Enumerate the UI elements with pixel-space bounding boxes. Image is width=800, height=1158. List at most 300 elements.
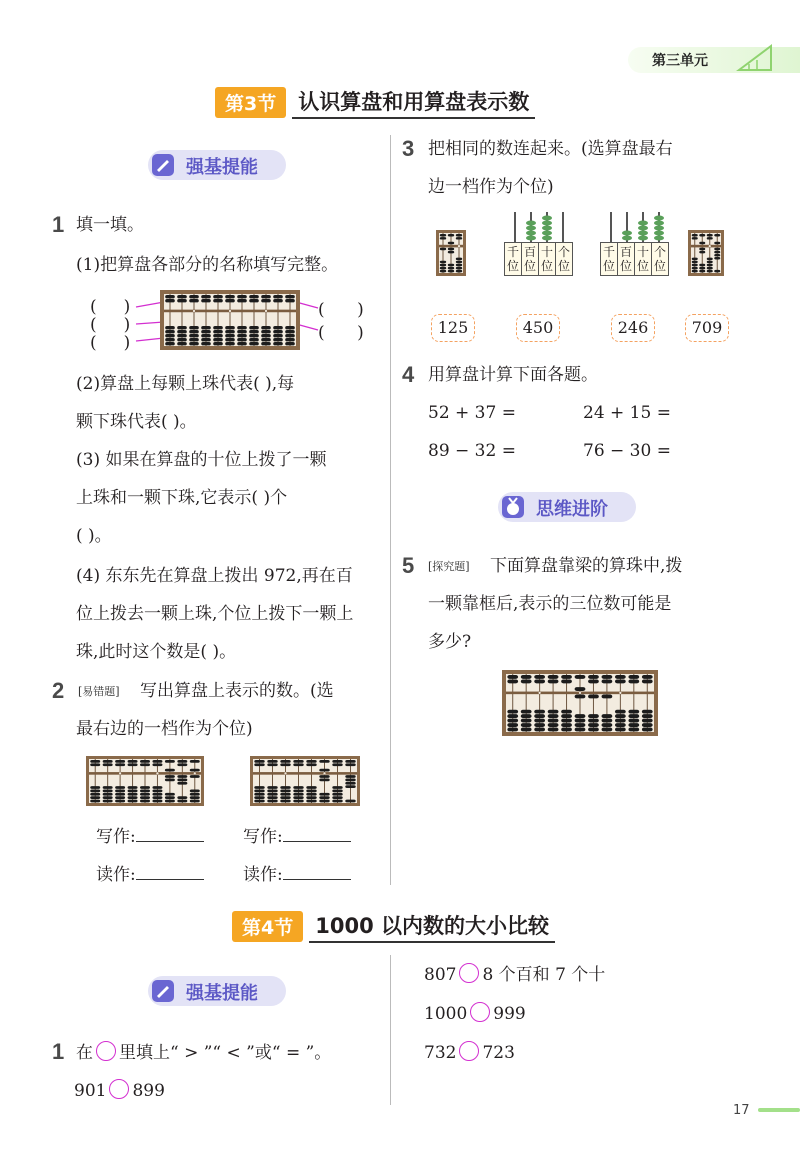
abacus-bead [448,242,454,244]
abacus-bead [628,675,639,679]
abacus-bead [440,261,446,263]
abacus-bead [306,786,316,789]
abacus-bead [90,763,100,766]
pill-basic [148,976,286,1006]
abacus-bead [345,782,355,785]
answer-blank[interactable] [136,825,204,842]
read-row: 读作: [96,863,204,886]
abacus-bead [521,710,532,714]
abacus-bead [534,723,545,727]
abacus-bead [602,675,613,679]
abacus-bead [642,723,653,727]
abacus-dot [539,692,541,694]
abacus-bead [521,675,532,679]
number-card[interactable]: 246 [611,314,655,342]
abacus-bead [285,326,295,329]
abacus-bead [103,789,113,792]
abacus-bead [548,728,559,732]
abacus-bead [707,264,713,266]
abacus-bead [692,261,698,263]
abacus-bead [190,760,200,763]
compare-item: 807 8 个百和 7 个十 [424,965,606,985]
abacus-bead [165,338,175,341]
abacus-bead [575,695,586,699]
abacus-bead [285,299,295,302]
abacus-bead [707,267,713,269]
abacus-bead [692,270,698,272]
abacus-bead [507,679,518,683]
abacus-bead [249,299,259,302]
abacus-bead [177,338,187,341]
abacus-bead [628,710,639,714]
abacus-bead [213,330,223,333]
answer-blank[interactable] [136,863,204,880]
abacus-bead [128,763,138,766]
abacus-bead [152,793,162,796]
abacus-bead [332,800,342,803]
abacus-bead [115,760,125,763]
section4-header [232,910,555,943]
abacus-bead [642,675,653,679]
write-row: 写作: [243,825,351,848]
abacus-bead [177,295,187,298]
abacus-dot [194,772,196,774]
abacus-bead [225,299,235,302]
abacus-bead [714,270,720,272]
abacus-dot [284,772,286,774]
abacus-bead [201,326,211,329]
abacus-bead [177,760,187,763]
column-divider [390,955,391,1105]
section-badge: 第4节 [232,911,303,942]
abacus-diagram [502,670,658,736]
abacus-dot [458,245,460,247]
abacus-bead [588,695,599,699]
abacus-bead [521,719,532,723]
q1-sub4: (4) 东东先在算盘上拨出 972,再在百 [76,566,353,586]
abacus-bead [575,719,586,723]
abacus-bead [588,723,599,727]
abacus-bead [280,786,290,789]
abacus-bead [140,800,150,803]
abacus-bead [456,264,462,266]
abacus-bead [534,719,545,723]
abacus-bead [561,728,572,732]
abacus-bead [237,295,247,298]
abacus-bead [225,326,235,329]
unit-label: 第三单元 [652,53,708,69]
abacus-bead [237,334,247,337]
place-cell: 个位 [653,245,666,273]
abacus-bead [692,267,698,269]
question-number: 4 [402,362,415,387]
abacus-bead [261,330,271,333]
question-number: 2 [52,678,65,703]
abacus-bead [507,719,518,723]
abacus-bead [293,763,303,766]
abacus-diagram [86,756,204,806]
abacus-bead [152,786,162,789]
abacus-bead [190,769,200,772]
abacus-bead [280,800,290,803]
abacus-bead [128,800,138,803]
abacus-bead [190,775,200,778]
abacus-bead [345,763,355,766]
abacus-bead [225,295,235,298]
abacus-bead [699,267,705,269]
label-paren: ( ) [90,333,131,353]
abacus-bead [521,714,532,718]
abacus-bead [165,800,175,803]
abacus-bead [714,257,720,259]
abacus-bead [440,248,446,250]
compare-circle[interactable] [459,1041,479,1061]
abacus-bead [140,763,150,766]
abacus-bead [254,789,264,792]
abacus-bead [707,258,713,260]
abacus-bead [714,254,720,256]
abacus-bead [213,295,223,298]
abacus-bead [249,342,259,345]
abacus-bead [332,793,342,796]
abacus-bead [561,714,572,718]
abacus-bead [319,793,329,796]
abacus-bead [273,326,283,329]
abacus-bead [225,342,235,345]
abacus-bead [707,234,713,236]
answer-blank[interactable] [283,825,351,842]
question-number: 3 [402,136,415,161]
abacus-bead [103,793,113,796]
abacus-bead [615,719,626,723]
q4-title: 用算盘计算下面各题。 [428,365,598,385]
abacus-bead [602,723,613,727]
abacus-bead [90,789,100,792]
abacus-bead [103,800,113,803]
abacus-bead [699,251,705,253]
abacus-bead [189,342,199,345]
abacus-bead [90,793,100,796]
label-paren: ( ) [318,300,364,320]
abacus-bead [448,270,454,272]
abacus-bead [285,330,295,333]
abacus-bead [707,237,713,239]
abacus-bead [128,789,138,792]
abacus-bead [293,786,303,789]
abacus-bead [602,728,613,732]
page-number: 17 [733,1103,750,1118]
abacus-bead [189,334,199,337]
compare-circle[interactable] [470,1002,490,1022]
abacus-bead [714,242,720,244]
abacus-bead [201,299,211,302]
label-paren: ( ) [90,315,131,335]
abacus-bead [306,793,316,796]
compare-circle[interactable] [109,1079,129,1099]
abacus-bead [140,796,150,799]
abacus-bead [267,760,277,763]
abacus-bead [103,760,113,763]
abacus-bead [642,714,653,718]
place-value-labels [504,242,573,276]
abacus-bead [152,800,162,803]
abacus-bead [273,342,283,345]
abacus-bead [254,800,264,803]
abacus-bead [293,760,303,763]
abacus-bead [267,763,277,766]
abacus-bead [456,258,462,260]
abacus-bead [293,793,303,796]
abacus-bead [213,326,223,329]
section3-header [215,86,535,119]
abacus-bead [254,760,264,763]
abacus-bead [440,264,446,266]
abacus-bead [534,710,545,714]
abacus-bead [306,800,316,803]
place-cell: 十位 [539,243,556,275]
calc-problem: 24 + 15 = [583,403,671,423]
read-row: 读作: [243,863,351,886]
q3-line1: 把相同的数连起来。(选算盘最右 [428,139,673,159]
abacus-dot [323,772,325,774]
abacus-bead [249,338,259,341]
abacus-bead [561,710,572,714]
abacus-bead [261,342,271,345]
abacus-bead [177,775,187,778]
abacus-bead [615,723,626,727]
abacus-bead [332,796,342,799]
abacus-bead [103,786,113,789]
q3-line2: 边一档作为个位) [428,177,554,197]
abacus-dot [229,310,231,312]
abacus-bead [128,760,138,763]
abacus-bead [521,679,532,683]
abacus-bead [588,719,599,723]
place-cell: 千位 [505,243,522,275]
abacus-bead [285,295,295,298]
answer-blank[interactable] [283,863,351,880]
abacus-bead [249,326,259,329]
abacus-bead [213,299,223,302]
abacus-bead [456,261,462,263]
q5-line3: 多少? [428,632,472,652]
abacus-bead [261,338,271,341]
abacus-bead [273,338,283,341]
abacus-bead [507,723,518,727]
abacus-small [688,230,724,276]
abacus-bead [90,786,100,789]
abacus-bead [189,330,199,333]
abacus-bead [548,714,559,718]
abacus-bead [319,769,329,772]
abacus-bead [115,763,125,766]
abacus-bead [692,264,698,266]
abacus-bead [332,763,342,766]
q1-title: 填一填。 [76,215,144,235]
abacus-bead [306,760,316,763]
abacus-bead [254,793,264,796]
abacus-bead [213,334,223,337]
q2-line1: 写出算盘上表示的数。(选 [140,681,334,701]
rods-diagram [506,212,572,242]
abacus-bead [254,763,264,766]
abacus-bead [332,789,342,792]
abacus-bead [345,785,355,788]
question-number: 5 [402,553,415,578]
abacus-bead [319,778,329,781]
abacus-bead [280,793,290,796]
abacus-bead [642,679,653,683]
section-title: 认识算盘和用算盘表示数 [292,86,535,119]
abacus-bead [225,334,235,337]
abacus-bead [152,760,162,763]
abacus-bead [448,234,454,236]
compare-circle[interactable] [459,963,479,983]
abacus-bead [642,719,653,723]
abacus-bead [189,299,199,302]
abacus-bead [225,330,235,333]
pill-label: 强基提能 [186,983,258,1004]
pencil-icon [152,154,176,176]
abacus-bead [692,234,698,236]
calc-problem: 52 + 37 = [428,403,516,423]
abacus-bead [699,234,705,236]
label-paren: ( ) [90,297,131,317]
abacus-bead [177,334,187,337]
abacus-bead [165,299,175,302]
abacus-bead [548,710,559,714]
abacus-dot [709,245,711,247]
abacus-bead [714,248,720,250]
abacus-bead [237,330,247,333]
abacus-dot [265,310,267,312]
abacus-bead [588,679,599,683]
abacus-bead [177,778,187,781]
abacus-bead [189,295,199,298]
abacus-bead [152,789,162,792]
write-row: 写作: [96,825,204,848]
abacus-bead [548,719,559,723]
q5-line1: 下面算盘靠梁的算珠中,拨 [490,556,683,576]
abacus-bead [602,679,613,683]
abacus-bead [140,786,150,789]
abacus-bead [602,719,613,723]
abacus-bead [128,796,138,799]
abacus-bead [345,778,355,781]
abacus-bead [90,800,100,803]
abacus-bead [254,786,264,789]
abacus-bead [237,342,247,345]
compare-item: 901 899 [74,1081,165,1101]
q1-sub4: 珠,此时这个数是( )。 [76,642,237,662]
abacus-bead [90,796,100,799]
abacus-bead [261,299,271,302]
abacus-bead [273,299,283,302]
abacus-bead [440,270,446,272]
q1-sub2: (2)算盘上每颗上珠代表( ),每 [76,374,295,394]
abacus-bead [213,342,223,345]
abacus-beam [89,772,201,775]
abacus-bead [575,714,586,718]
compare-item: 1000 999 [424,1004,526,1024]
abacus-bead [319,796,329,799]
abacus-bead [177,330,187,333]
abacus-bead [692,258,698,260]
abacus-bead [588,675,599,679]
abacus-bead [273,330,283,333]
number-card[interactable]: 709 [685,314,729,342]
abacus-bead [165,796,175,799]
abacus-bead [213,338,223,341]
abacus-bead [201,342,211,345]
abacus-bead [602,695,613,699]
abacus-bead [249,330,259,333]
section-badge: 第3节 [215,87,286,118]
abacus-bead [615,710,626,714]
abacus-bead [177,326,187,329]
abacus-bead [177,800,187,803]
abacus-bead [285,334,295,337]
abacus-bead [548,675,559,679]
abacus-bead [440,234,446,236]
abacus-bead [165,769,175,772]
pill-label: 思维进阶 [536,499,608,520]
footer-bar [758,1108,800,1112]
abacus-bead [306,789,316,792]
question-tag: [探究题] [428,560,470,573]
abacus-bead [440,267,446,269]
abacus-bead [448,248,454,250]
abacus-bead [140,789,150,792]
question-number: 1 [52,1039,65,1064]
abacus-bead [521,723,532,727]
abacus-bead [507,728,518,732]
abacus-bead [561,679,572,683]
abacus-bead [575,723,586,727]
abacus-bead [602,714,613,718]
abacus-bead [189,338,199,341]
abacus-bead [456,237,462,239]
abacus-diagram [160,290,300,350]
abacus-bead [128,786,138,789]
q1-sub2: 颗下珠代表( )。 [76,412,197,432]
abacus-dot [619,692,621,694]
abacus-bead [615,714,626,718]
abacus-bead [714,234,720,236]
abacus-bead [456,234,462,236]
abacus-bead [115,796,125,799]
abacus-dot [119,772,121,774]
abacus-bead [165,326,175,329]
abacus-bead [319,760,329,763]
abacus-bead [707,270,713,272]
abacus-bead [165,775,175,778]
abacus-bead [115,800,125,803]
abacus-bead [699,248,705,250]
abacus-bead [280,789,290,792]
number-card[interactable]: 125 [431,314,475,342]
abacus-bead [267,793,277,796]
abacus-dot [193,310,195,312]
place-cell: 个位 [557,245,570,273]
abacus-dot [156,772,158,774]
number-card[interactable]: 450 [516,314,560,342]
abacus-bead [285,338,295,341]
abacus-bead [249,295,259,298]
abacus-bead [152,796,162,799]
abacus-bead [521,728,532,732]
abacus-bead [237,326,247,329]
